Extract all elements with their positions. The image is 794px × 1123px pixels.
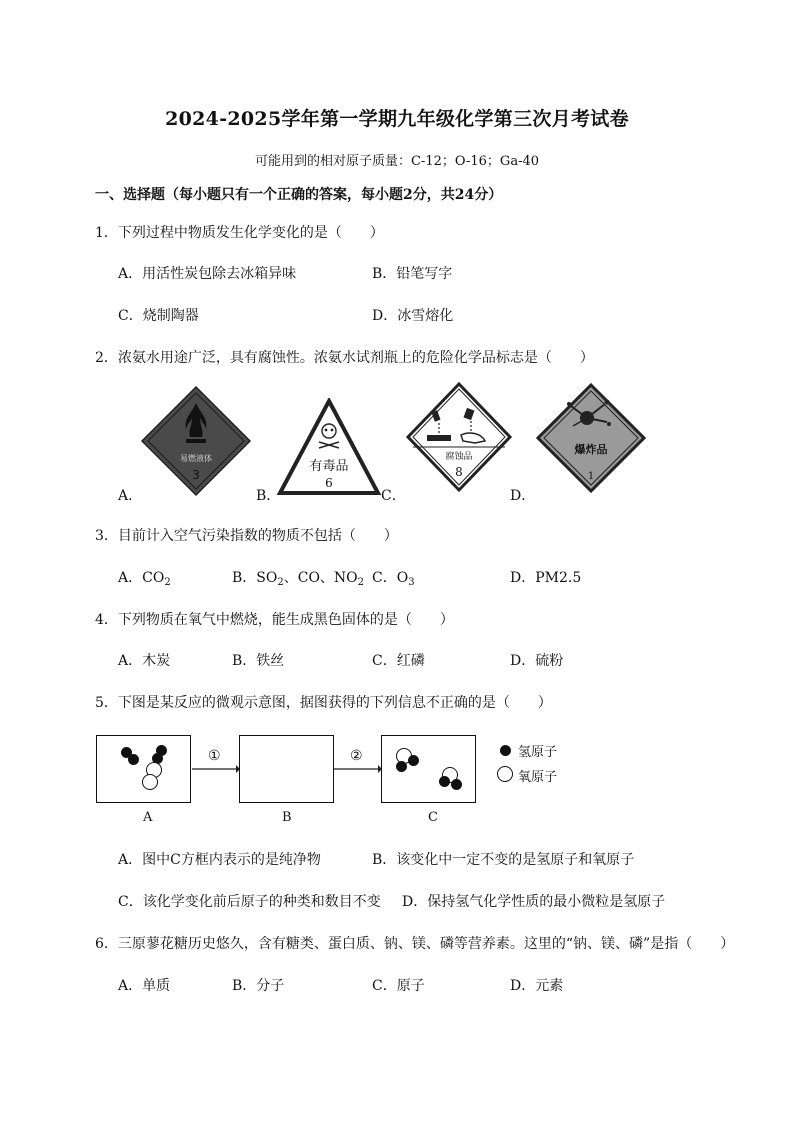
sign-c-text: 腐蚀品 [445,452,473,462]
step-1-label: ① [208,748,221,764]
sign-a-number: 3 [192,468,200,482]
q3-stem: 3．目前计入空气污染指数的物质不包括（ ） [95,528,398,544]
q2-option-d: D． [510,488,536,504]
q4-option-c: C．红磷 [372,653,425,669]
q6-option-a: A．单质 [118,978,171,994]
q2-option-a: A． [118,488,143,504]
legend-hydrogen-label: 氢原子 [518,745,558,760]
q2-option-b: B． [256,488,281,504]
hydrogen-atom [408,755,419,766]
q5-stem: 5．下图是某反应的微观示意图，据图获得的下列信息不正确的是（ ） [95,695,552,711]
hydrogen-atom [439,776,450,787]
atomic-masses: 可能用到的相对原子质量：C-12；O-16；Ga-40 [254,154,540,169]
q5-option-d: D．保持氢气化学性质的最小微粒是氢原子 [402,894,666,910]
q5-option-a: A．图中C方框内表示的是纯净物 [118,852,321,868]
q4-option-a: A．木炭 [118,653,171,669]
legend-oxygen-icon [497,766,513,782]
hydrogen-atom [451,779,462,790]
legend-oxygen-label: 氧原子 [518,770,558,785]
q4-option-d: D．硫粉 [510,653,564,669]
q5-option-b: B．该变化中一定不变的是氢原子和氧原子 [372,852,635,868]
sign-c-number: 8 [455,465,463,479]
q1-option-d: D．冰雪熔化 [372,308,454,324]
diagram-box-c [381,735,476,803]
sign-d-number: 1 [587,471,595,482]
q2-option-c: C． [381,488,406,504]
flammable-liquid-sign-icon [140,385,252,497]
oxygen-atom [142,774,158,790]
step-2-label: ② [350,748,363,764]
q5-option-c: C．该化学变化前后原子的种类和数目不变 [118,894,381,910]
diagram-label-b: B [282,810,292,825]
diagram-box-a [96,735,191,803]
sign-d-text: 爆炸品 [574,443,608,456]
sign-a-text: 易燃液体 [180,454,212,463]
q1-stem: 1．下列过程中物质发生化学变化的是（ ） [95,225,384,241]
q1-option-b: B．铅笔写字 [372,266,453,282]
q1-option-c: C．烧制陶器 [118,308,199,324]
q6-option-b: B．分子 [232,978,285,994]
q1-option-a: A．用活性炭包除去冰箱异味 [118,266,297,282]
q3-option-d: D．PM2.5 [510,570,582,586]
diagram-box-b [239,735,334,803]
q6-option-c: C．原子 [372,978,425,994]
sign-b-number: 6 [325,476,333,490]
explosive-sign-icon [535,382,647,494]
legend-hydrogen-icon [500,745,511,756]
toxic-sign-icon [277,398,381,496]
sign-b-text: 有毒品 [309,459,349,474]
q6-stem: 6．三原蓼花糖历史悠久，含有糖类、蛋白质、钠、镁、磷等营养素。这里的“钠、镁、磷”是指（ ） [95,936,735,952]
q3-option-c: C．$O_3$ [372,570,415,588]
diagram-label-a: A [143,810,153,825]
diagram-label-c: C [428,810,438,825]
hydrogen-atom [396,761,407,772]
q4-stem: 4．下列物质在氧气中燃烧，能生成黑色固体的是（ ） [95,612,454,628]
q2-stem: 2．浓氨水用途广泛，具有腐蚀性。浓氨水试剂瓶上的危险化学品标志是（ ） [95,350,594,366]
q3-option-b: B．$SO_2$、CO、$NO_2$ [232,570,365,588]
section-1-heading: 一、选择题（每小题只有一个正确的答案，每小题2分，共24分） [95,187,503,203]
q6-option-d: D．元素 [510,978,564,994]
corrosive-sign-icon [405,381,513,493]
exam-title: 2024-2025学年第一学期九年级化学第三次月考试卷 [165,108,629,130]
q4-option-b: B．铁丝 [232,653,285,669]
q3-option-a: A．$CO_2$ [118,570,171,588]
hydrogen-atom [128,754,139,765]
